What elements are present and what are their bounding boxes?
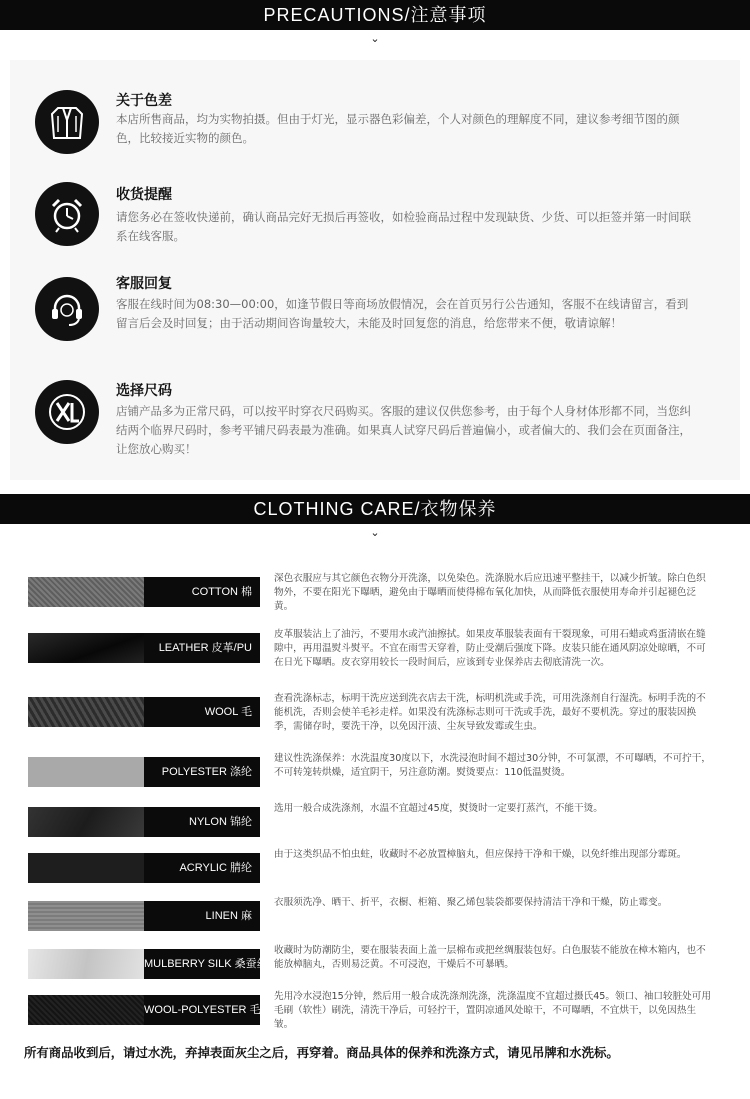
fabric-swatch <box>28 633 145 663</box>
care-text: 选用一般合成洗涤剂，水温不宜超过45度，熨烫时一定要打蒸汽，不能干烫。 <box>274 803 603 814</box>
care-item-acrylic <box>0 848 750 888</box>
fabric-label: COTTON 棉 <box>144 577 260 607</box>
fabric-swatch <box>28 949 145 979</box>
fabric-label: WOOL-POLYESTER 毛涤 <box>144 995 260 1025</box>
care-item-nylon <box>0 802 750 842</box>
care-item-mulberry-silk <box>0 944 750 984</box>
alarm-clock-icon <box>35 182 99 246</box>
care-text: 深色衣服应与其它颜色衣物分开洗涤，以免染色。洗涤脱水后应迅速平整挂干，以减少折皱。除白色织物外，不要在阳光下曝晒，避免由于曝晒而使得棉布氧化加快，从而降低衣服使用寿命并引起褪色泛黄。 <box>274 573 706 612</box>
care-item-wool <box>0 692 750 732</box>
headset-icon <box>35 277 99 341</box>
chevron-down-icon: ⌄ <box>370 526 380 539</box>
precaution-heading: 收货提醒 <box>116 187 172 203</box>
precaution-text: 客服在线时间为08:30—00:00，如逢节假日等商场放假情况，会在首页另行公告通知，客服不在线请留言，看到留言后会及时回复；由于活动期间咨询量较大，未能及时回复您的消息，给您带来不便，敬请谅解！ <box>116 297 689 330</box>
care-text: 由于这类织品不怕虫蛀，收藏时不必放置樟脑丸，但应保持干净和干燥，以免纤维出现部分霉斑。 <box>274 849 687 860</box>
fabric-label: LINEN 麻 <box>144 901 260 931</box>
fabric-swatch <box>28 577 145 607</box>
care-text: 建议性洗涤保养：水洗温度30度以下，水洗浸泡时间不超过30分钟，不可氯漂，不可曝晒，不可拧干，不可转笼转烘燥，适宜阴干，另注意防潮。熨烫要点：110低温熨烫。 <box>274 753 711 778</box>
footer-notice: 所有商品收到后，请过水洗，弃掉表面灰尘之后，再穿着。商品具体的保养和洗涤方式，请见吊牌和水洗标。 <box>24 1045 619 1060</box>
precaution-text: 请您务必在签收快递前，确认商品完好无损后再签收，如检验商品过程中发现缺货、少货、可以拒签并第一时间联系在线客服。 <box>116 210 691 243</box>
care-item-linen <box>0 896 750 936</box>
fabric-label: MULBERRY SILK 桑蚕丝 <box>144 949 260 979</box>
fabric-label: POLYESTER 涤纶 <box>144 757 260 787</box>
care-item-wool-polyester <box>0 990 750 1030</box>
size-xl-icon <box>35 380 99 444</box>
fabric-swatch <box>28 757 145 787</box>
precautions-banner <box>0 0 750 30</box>
precautions-title: PRECAUTIONS/注意事项 <box>263 5 487 25</box>
care-item-cotton <box>0 572 750 612</box>
care-text: 衣服须洗净、晒干、折平，衣橱、柜箱、聚乙烯包装袋都要保持清洁干净和干燥，防止霉变。 <box>274 897 668 908</box>
care-text: 收藏时为防潮防尘，要在服装表面上盖一层棉布或把丝绸服装包好。白色服装不能放在樟木箱内，也不能放樟脑丸，否则易泛黄。不可浸泡，干燥后不可暴晒。 <box>274 945 706 970</box>
care-text: 皮革服装沾上了油污，不要用水或汽油擦拭。如果皮革服装表面有干裂现象，可用石蜡或鸡蛋清嵌在缝隙中，再用温熨斗熨平。不宜在雨雪天穿着，防止受潮后强度下降。皮装只能在通风阴凉处晾晒，不可在日光下曝晒。皮衣穿用较长一段时间后，应该到专业保养店去彻底清洗一次。 <box>274 629 706 668</box>
suit-jacket-icon <box>35 90 99 154</box>
chevron-down-icon: ⌄ <box>370 32 380 45</box>
fabric-swatch <box>28 995 145 1025</box>
fabric-label: LEATHER 皮革/PU <box>144 633 260 663</box>
precaution-heading: 选择尺码 <box>116 383 172 399</box>
care-text: 先用冷水浸泡15分钟，然后用一般合成洗涤剂洗涤，洗涤温度不宜超过摄氏45。领口、袖口较脏处可用毛刷（软性）刷洗，清洗干净后，可轻拧干，置阴凉通风处晾干，不可曝晒，不宜烘干，以免因热生皱。 <box>274 991 711 1030</box>
clothing-care-banner <box>0 494 750 524</box>
clothing-care-title: CLOTHING CARE/衣物保养 <box>253 499 497 519</box>
fabric-swatch <box>28 697 145 727</box>
fabric-swatch <box>28 853 145 883</box>
fabric-swatch <box>28 901 145 931</box>
fabric-label: WOOL 毛 <box>144 697 260 727</box>
fabric-label: NYLON 锦纶 <box>144 807 260 837</box>
care-item-leather <box>0 628 750 668</box>
fabric-swatch <box>28 807 145 837</box>
care-item-polyester <box>0 752 750 792</box>
precaution-heading: 客服回复 <box>116 276 172 292</box>
care-text: 查看洗涤标志，标明干洗应送到洗衣店去干洗，标明机洗或手洗，可用洗涤剂自行湿洗。标明手洗的不能机洗，否则会使羊毛衫走样。如果没有洗涤标志则可干洗或手洗，最好不要机洗。穿过的服装因换季，需储存时，要洗干净，以免因汗渍、尘灰导致发霉或生虫。 <box>274 693 706 732</box>
precaution-text: 本店所售商品，均为实物拍摄。但由于灯光，显示器色彩偏差，个人对颜色的理解度不同，建议参考细节图的颜色，比较接近实物的颜色。 <box>116 112 680 145</box>
precaution-text: 店铺产品多为正常尺码，可以按平时穿衣尺码购买。客服的建议仅供您参考，由于每个人身材体形都不同，当您纠结两个临界尺码时，参考平铺尺码表最为准确。如果真人试穿尺码后普遍偏小，或者偏大的、我们会在页面备注，让您放心购买！ <box>116 404 691 456</box>
precaution-heading: 关于色差 <box>116 93 172 109</box>
fabric-label: ACRYLIC 腈纶 <box>144 853 260 883</box>
